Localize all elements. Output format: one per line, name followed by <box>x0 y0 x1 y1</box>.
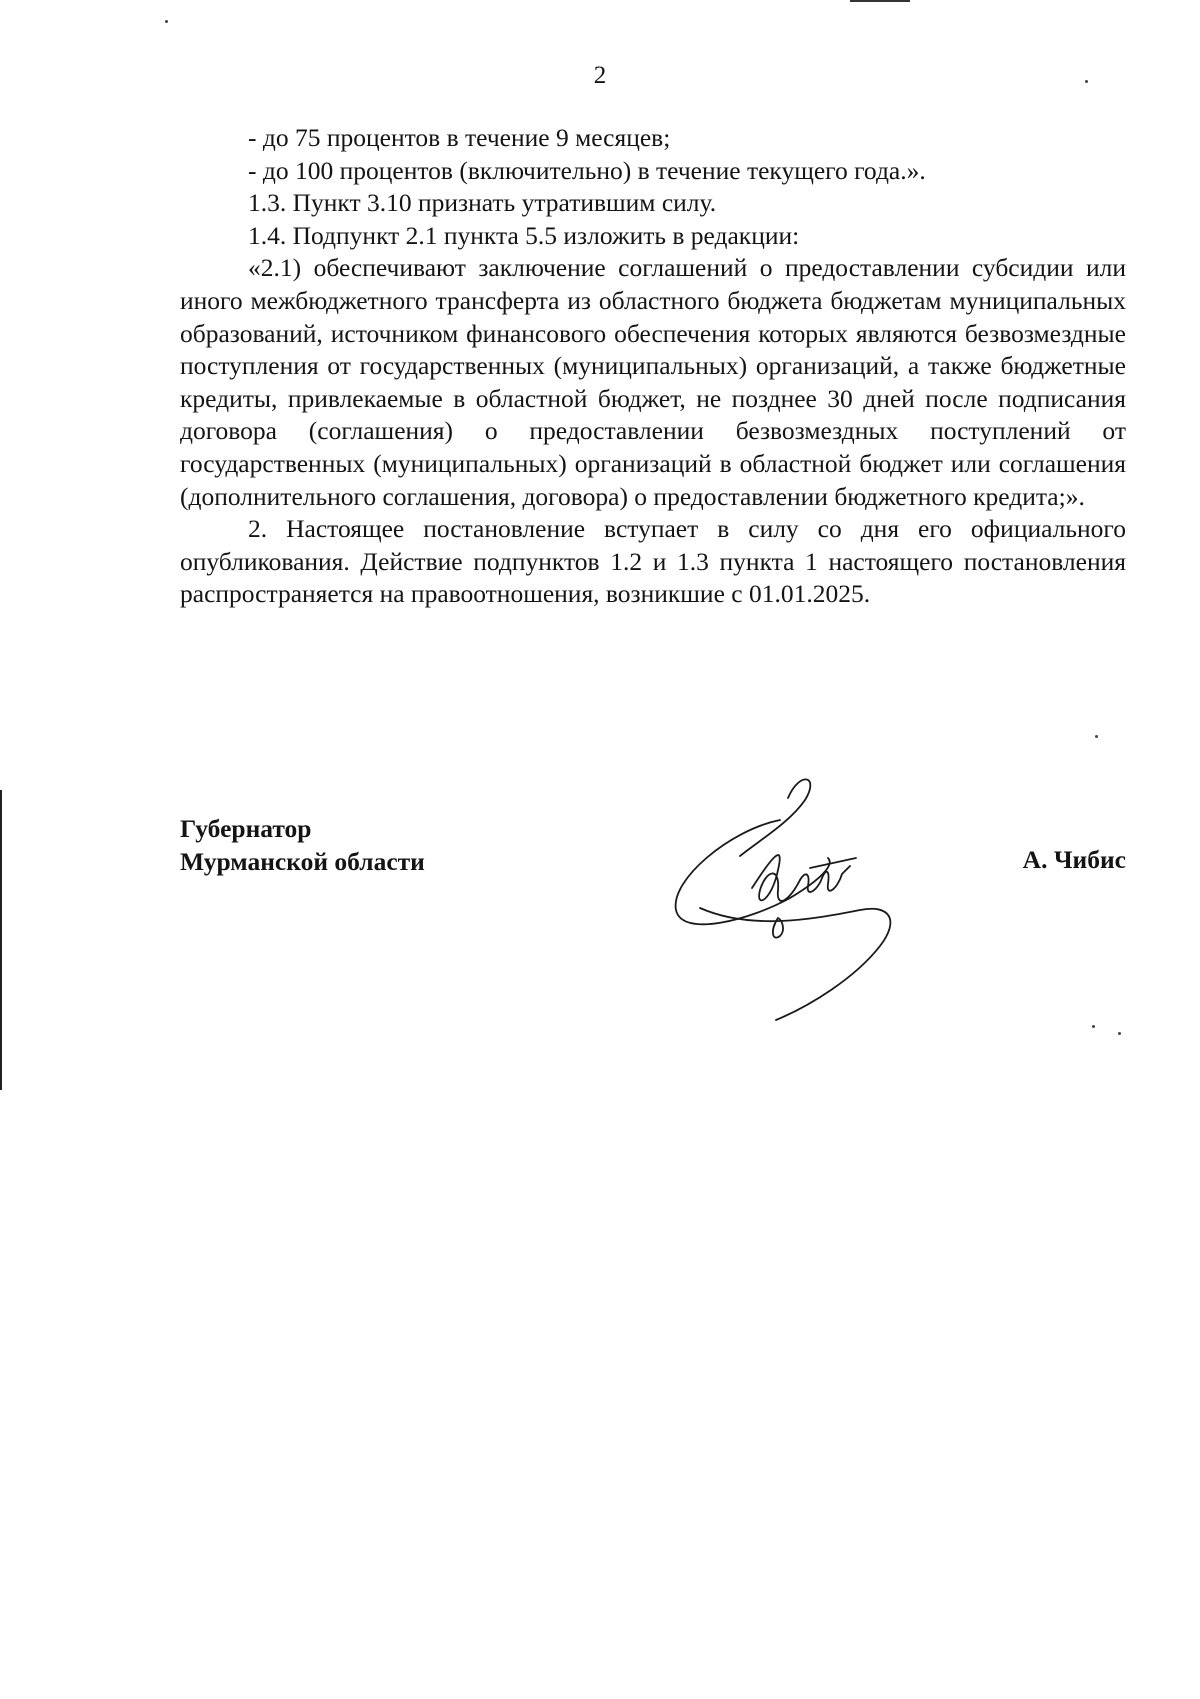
paragraph-item-1-4: 1.4. Подпункт 2.1 пункта 5.5 изложить в редакции: <box>248 220 800 250</box>
signatory-title: Губернатор <box>180 814 312 843</box>
signatory-region: Мурманской области <box>180 847 425 876</box>
paragraph-item-1-3: 1.3. Пункт 3.10 признать утратившим силу. <box>248 188 717 218</box>
signatory-position <box>180 812 425 878</box>
paragraph-bullet-100: - до 100 процентов (включительно) в течение текущего года.». <box>248 155 926 185</box>
scan-speck <box>1085 80 1088 83</box>
scan-speck <box>165 20 168 23</box>
paragraph-item-2: 2. Настоящее постановление вступает в силу со дня его официального опубликования. Действие подпунктов 1.2 и 1.3 пункта 1 настоящего постановления распространяется на правоотношения, возникшие с 01.01.2025. <box>180 514 1126 609</box>
signatory-name: А. Чибис <box>1022 845 1126 874</box>
document-body <box>180 122 1126 611</box>
scan-speck <box>1095 735 1098 738</box>
scan-edge-left <box>0 790 2 1090</box>
paragraph-subitem-2-1: «2.1) обеспечивают заключение соглашений о предоставлении субсидии или иного межбюджетного трансферта из областного бюджета бюджетам муниципальных образований, источником финансового обеспечения которых являются безвозмездные поступления от государственных (муниципальных) организаций, а также бюджетные кредиты, привлекаемые в областной бюджет, не позднее 30 дней после подписания договора (соглашения) о предоставлении безвозмездных поступлений от государственных (муниципальных) организаций в областной бюджет или соглашения (дополнительного соглашения, договора) о предоставлении бюджетного кредита;». <box>180 253 1126 511</box>
scan-mark-top <box>850 0 910 2</box>
paragraph-bullet-75: - до 75 процентов в течение 9 месяцев; <box>248 123 671 152</box>
handwritten-signature <box>660 770 960 1030</box>
page-number: 2 <box>593 62 607 89</box>
scan-speck <box>1092 1025 1095 1028</box>
scan-speck <box>1118 1032 1121 1035</box>
